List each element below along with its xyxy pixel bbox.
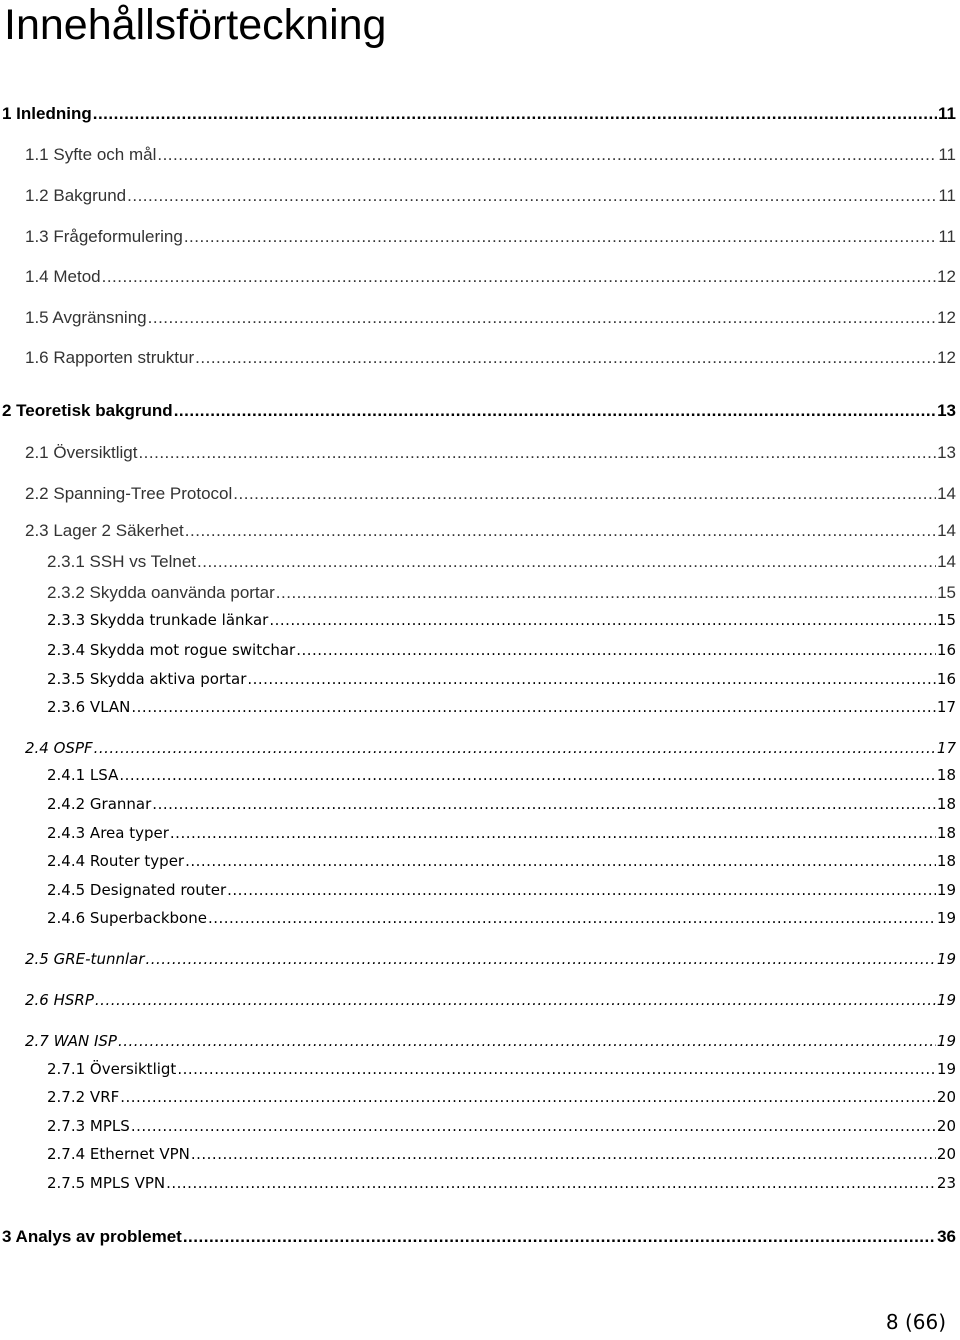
toc-entry-page: 15 — [937, 583, 956, 602]
toc-entry-2-3-4[interactable] — [47, 641, 956, 659]
toc-entry-label: 1.5 Avgränsning — [25, 308, 147, 327]
toc-entry-page: 19 — [936, 950, 956, 968]
toc-entry-label: 1.6 Rapporten struktur — [25, 348, 195, 367]
toc-entry-2-5[interactable] — [25, 950, 956, 968]
toc-dot-leader — [276, 583, 936, 603]
toc-entry-2-3-3[interactable] — [47, 611, 956, 629]
toc-entry-page: 15 — [936, 611, 956, 629]
toc-entry-2-4-5[interactable] — [47, 881, 956, 899]
toc-entry-2-7-2[interactable] — [47, 1088, 956, 1106]
toc-dot-leader — [138, 443, 936, 463]
toc-entry-page: 11 — [938, 227, 956, 246]
toc-entry-1-5[interactable] — [25, 308, 956, 328]
toc-entry-label: 2.4.1 LSA — [47, 766, 119, 784]
toc-entry-label: 1 Inledning — [2, 104, 92, 123]
document-title: Innehållsförteckning — [4, 1, 387, 49]
toc-entry-page: 18 — [936, 824, 956, 842]
toc-entry-2-1[interactable] — [25, 443, 956, 463]
toc-dot-leader — [166, 1174, 936, 1192]
toc-entry-label: 2.4.2 Grannar — [47, 795, 152, 813]
toc-entry-page: 16 — [936, 641, 956, 659]
toc-entry-2[interactable] — [2, 401, 956, 421]
toc-entry-page: 16 — [936, 670, 956, 688]
toc-entry-label: 2.7.3 MPLS — [47, 1117, 130, 1135]
toc-entry-label: 2 Teoretisk bakgrund — [2, 401, 173, 420]
toc-entry-2-6[interactable] — [25, 991, 956, 1009]
toc-entry-page: 20 — [936, 1117, 956, 1135]
toc-dot-leader — [185, 521, 936, 541]
toc-entry-page: 19 — [936, 909, 956, 927]
toc-entry-page: 18 — [936, 766, 956, 784]
toc-entry-label: 2.3.2 Skydda oanvända portar — [47, 583, 275, 602]
toc-entry-page: 36 — [937, 1227, 956, 1246]
toc-entry-label: 2.3.3 Skydda trunkade länkar — [47, 611, 269, 629]
toc-dot-leader — [157, 145, 937, 165]
toc-dot-leader — [183, 1227, 936, 1247]
toc-entry-label: 2.4.4 Router typer — [47, 852, 185, 870]
toc-dot-leader — [146, 950, 936, 968]
toc-entry-label: 2.5 GRE-tunnlar — [25, 950, 145, 968]
toc-entry-label: 1.2 Bakgrund — [25, 186, 127, 205]
toc-entry-page: 17 — [936, 739, 956, 757]
toc-dot-leader — [95, 991, 936, 1009]
toc-entry-label: 2.4 OSPF — [25, 739, 93, 757]
toc-entry-page: 19 — [936, 881, 956, 899]
toc-dot-leader — [197, 552, 936, 572]
toc-entry-2-3[interactable] — [25, 521, 956, 541]
toc-dot-leader — [177, 1060, 936, 1078]
toc-entry-label: 2.2 Spanning-Tree Protocol — [25, 484, 233, 503]
toc-entry-label: 2.6 HSRP — [25, 991, 94, 1009]
toc-dot-leader — [247, 670, 936, 688]
toc-dot-leader — [233, 484, 936, 504]
toc-entry-label: 2.7.4 Ethernet VPN — [47, 1145, 190, 1163]
toc-entry-label: 1.1 Syfte och mål — [25, 145, 157, 164]
toc-dot-leader — [195, 348, 936, 368]
toc-entry-2-4[interactable] — [25, 739, 956, 757]
toc-dot-leader — [127, 186, 937, 206]
toc-dot-leader — [296, 641, 936, 659]
toc-entry-page: 18 — [936, 795, 956, 813]
toc-entry-2-7-4[interactable] — [47, 1145, 956, 1163]
toc-entry-page: 17 — [936, 698, 956, 716]
toc-entry-page: 12 — [937, 308, 956, 327]
toc-entry-label: 2.3.1 SSH vs Telnet — [47, 552, 196, 571]
toc-dot-leader — [170, 824, 936, 842]
toc-entry-2-4-4[interactable] — [47, 852, 956, 870]
toc-entry-label: 3 Analys av problemet — [2, 1227, 182, 1246]
toc-dot-leader — [120, 1088, 936, 1106]
toc-entry-2-4-1[interactable] — [47, 766, 956, 784]
toc-dot-leader — [152, 795, 936, 813]
toc-entry-page: 19 — [936, 1060, 956, 1078]
toc-entry-2-3-5[interactable] — [47, 670, 956, 688]
toc-entry-page: 14 — [937, 552, 956, 571]
toc-entry-1-4[interactable] — [25, 267, 956, 287]
toc-entry-label: 2.3 Lager 2 Säkerhet — [25, 521, 184, 540]
toc-entry-page: 19 — [936, 1032, 956, 1050]
toc-entry-2-3-6[interactable] — [47, 698, 956, 716]
toc-dot-leader — [94, 739, 936, 757]
toc-entry-label: 2.7 WAN ISP — [25, 1032, 117, 1050]
toc-entry-2-3-1[interactable] — [47, 552, 956, 572]
toc-entry-label: 2.7.5 MPLS VPN — [47, 1174, 166, 1192]
toc-entry-1-3[interactable] — [25, 227, 956, 247]
toc-entry-label: 1.4 Metod — [25, 267, 101, 286]
toc-dot-leader — [148, 308, 936, 328]
toc-dot-leader — [102, 267, 936, 287]
toc-entry-page: 13 — [937, 443, 956, 462]
toc-entry-label: 2.3.4 Skydda mot rogue switchar — [47, 641, 296, 659]
toc-entry-page: 19 — [936, 991, 956, 1009]
toc-entry-page: 20 — [936, 1145, 956, 1163]
toc-entry-2-7-1[interactable] — [47, 1060, 956, 1078]
toc-entry-1-1[interactable] — [25, 145, 956, 165]
toc-entry-2-4-3[interactable] — [47, 824, 956, 842]
toc-dot-leader — [119, 766, 936, 784]
toc-dot-leader — [269, 611, 936, 629]
toc-entry-label: 2.4.5 Designated router — [47, 881, 227, 899]
toc-entry-page: 13 — [937, 401, 956, 420]
toc-entry-2-4-2[interactable] — [47, 795, 956, 813]
toc-dot-leader — [174, 401, 936, 421]
toc-entry-2-2[interactable] — [25, 484, 956, 504]
toc-entry-2-4-6[interactable] — [47, 909, 956, 927]
toc-entry-page: 11 — [938, 104, 956, 123]
toc-dot-leader — [184, 227, 938, 247]
toc-entry-page: 18 — [936, 852, 956, 870]
page-number: 8 (66) — [885, 1310, 946, 1334]
toc-entry-2-7-3[interactable] — [47, 1117, 956, 1135]
toc-dot-leader — [208, 909, 936, 927]
toc-entry-page: 23 — [936, 1174, 956, 1192]
toc-entry-page: 14 — [937, 521, 956, 540]
toc-entry-label: 2.7.1 Översiktligt — [47, 1060, 177, 1078]
toc-entry-page: 14 — [937, 484, 956, 503]
toc-entry-label: 2.7.2 VRF — [47, 1088, 120, 1106]
toc-entry-1[interactable] — [2, 104, 956, 124]
toc-entry-1-2[interactable] — [25, 186, 956, 206]
toc-entry-label: 2.4.6 Superbackbone — [47, 909, 207, 927]
toc-dot-leader — [93, 104, 937, 124]
toc-entry-label: 2.3.5 Skydda aktiva portar — [47, 670, 247, 688]
toc-dot-leader — [191, 1145, 936, 1163]
toc-entry-label: 1.3 Frågeformulering — [25, 227, 183, 246]
toc-entry-label: 2.1 Översiktligt — [25, 443, 138, 462]
toc-entry-page: 12 — [937, 348, 956, 367]
toc-entry-2-7-5[interactable] — [47, 1174, 956, 1192]
toc-entry-page: 11 — [938, 186, 956, 205]
toc-entry-page: 12 — [937, 267, 956, 286]
toc-entry-2-3-2[interactable] — [47, 583, 956, 603]
toc-entry-label: 2.4.3 Area typer — [47, 824, 169, 842]
toc-dot-leader — [118, 1032, 936, 1050]
toc-dot-leader — [227, 881, 936, 899]
toc-entry-1-6[interactable] — [25, 348, 956, 368]
toc-entry-label: 2.3.6 VLAN — [47, 698, 131, 716]
toc-dot-leader — [131, 698, 936, 716]
toc-entry-2-7[interactable] — [25, 1032, 956, 1050]
toc-entry-3[interactable] — [2, 1227, 956, 1247]
toc-dot-leader — [131, 1117, 936, 1135]
toc-entry-page: 11 — [938, 145, 956, 164]
toc-entry-page: 20 — [936, 1088, 956, 1106]
toc-dot-leader — [185, 852, 936, 870]
